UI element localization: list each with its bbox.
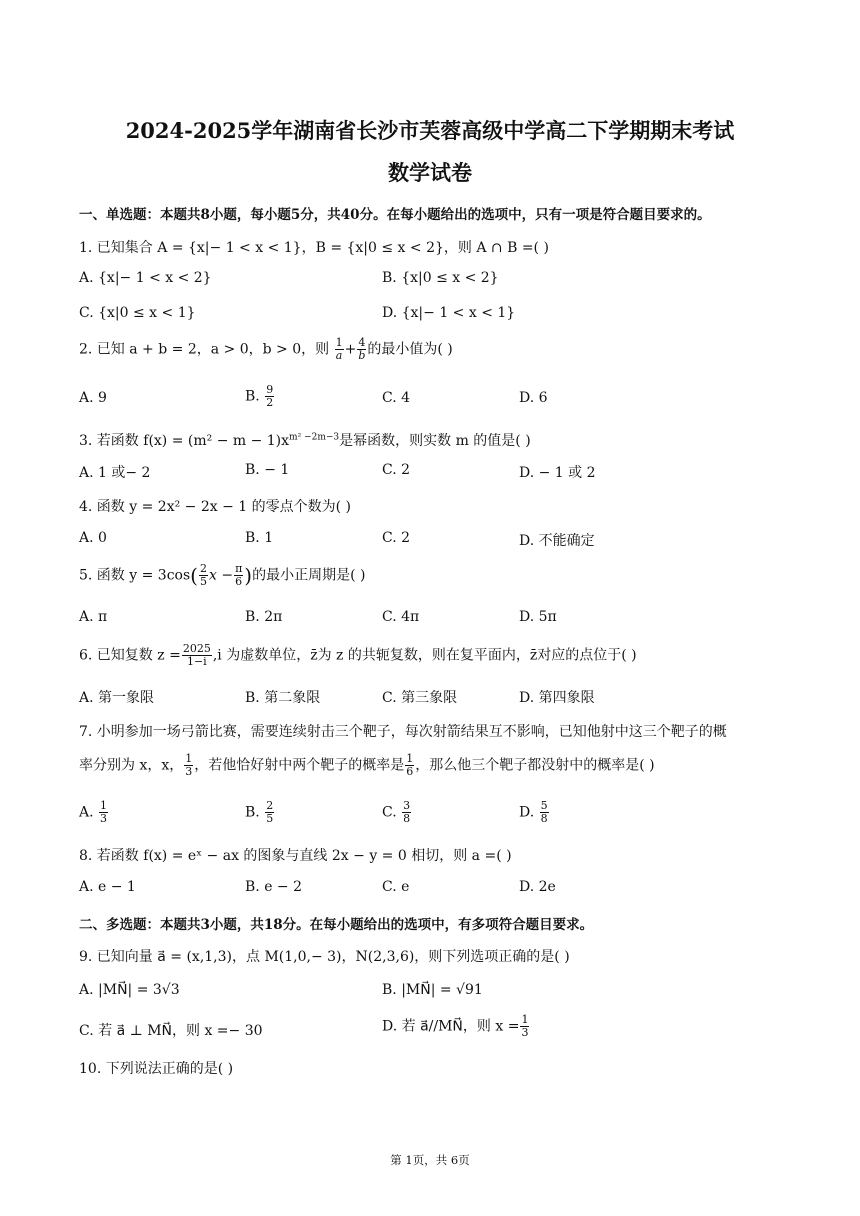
q9-option-a: A. |MN⃗| = 3√3 [79,982,180,998]
q4-option-c: C. 2 [382,530,411,546]
section-single-choice: 一、单选题：本题共8小题，每小题5分，共40分。在每小题给出的选项中，只有一项是符合题目要求的。 [79,207,711,223]
q1-option-b: B. {x|0 ≤ x < 2} [382,270,499,286]
q3-option-b: B. − 1 [245,462,290,478]
question-5: 5. 函数 y = 3cos( $\frac{2}{5}$ x − $\frac{\pi}{6}$ )的最小正周期是( ) [79,562,366,588]
q8-option-c: C. e [382,879,410,895]
q8-option-b: B. e − 2 [245,879,303,895]
q4-option-a: A. 0 [79,530,107,546]
exam-title: 2024-2025学年湖南省长沙市芙蓉高级中学高二下学期期末考试 [125,118,735,143]
q6-option-d: D. 第四象限 [519,690,595,706]
q2-fraction-2: $\frac{4}{b}$ [358,336,366,362]
q7-option-b: B. $\frac{2}{5}$ [245,799,274,825]
question-10: 10. 下列说法正确的是( ) [79,1061,234,1077]
section-multiple-choice: 二、多选题：本题共3小题，共18分。在每小题给出的选项中，有多项符合题目要求。 [79,917,594,933]
q4-option-d: D. 不能确定 [519,533,595,549]
q7-option-c: C. $\frac{3}{8}$ [382,799,411,825]
q3-option-d: D. − 1 或 2 [519,465,596,481]
q5-option-a: A. π [79,609,108,625]
q2-option-c: C. 4 [382,390,411,406]
question-9: 9. 已知向量 a⃗ = (x,1,3)，点 M(1,0,− 3)，N(2,3,6)，则下列选项正确的是( ) [79,949,570,965]
exam-subtitle: 数学试卷 [388,160,472,185]
q1-option-a: A. {x|− 1 < x < 2} [79,270,212,286]
q3-exponent: m² −2m−3 [289,432,340,443]
q2-option-b: B. $\frac{9}{2}$ [245,383,274,409]
q9-option-d: D. 若 a⃗//MN⃗，则 x = $\frac{1}{3}$ [382,1013,529,1039]
q9-option-b: B. |MN⃗| = √91 [382,982,483,998]
q1-option-c: C. {x|0 ≤ x < 1} [79,305,196,321]
q2-stem-post: 的最小值为( ) [367,341,453,358]
question-2 [79,337,453,362]
q4-option-b: B. 1 [245,530,274,546]
q7-option-a: A. $\frac{1}{3}$ [79,799,108,825]
question-3: 3. 若函数 $f(x) = (m^2 - m - 1)x^{m^2 -2m-3}$是幂函数，则实数 m 的值是( ) [79,432,531,449]
q6-option-a: A. 第一象限 [79,690,155,706]
q9-option-c: C. 若 a⃗ ⊥ MN⃗，则 x =− 30 [79,1023,263,1039]
q5-option-d: D. 5π [519,609,557,625]
q6-option-b: B. 第二象限 [245,690,321,706]
q2-plus: + [344,341,357,358]
q5-option-c: C. 4π [382,609,420,625]
q3-option-a: A. 1 或− 2 [79,465,151,481]
q1-option-d: D. {x|− 1 < x < 1} [382,305,516,321]
q2-option-a: A. 9 [79,390,107,406]
q6-option-c: C. 第三象限 [382,690,458,706]
q2-option-d: D. 6 [519,390,548,406]
question-6: 6. 已知复数 z = $\frac{2025}{1-i}$ ,i 为虚数单位，z̄为 z 的共轭复数，则在复平面内，z̄对应的点位于( ) [79,642,637,668]
q2-stem-pre: 2. 已知 a + b = 2，a > 0，b > 0，则 [79,341,330,358]
q2-fraction-1: $\frac{1}{a}$ [335,336,343,362]
question-1: 1. 已知集合 A = {x|− 1 < x < 1}，B = {x|0 ≤ x < 2}，则 A ∩ B =( ) [79,240,549,256]
question-7-line-1: 7. 小明参加一场弓箭比赛，需要连续射击三个靶子，每次射箭结果互不影响，已知他射中这三个靶子的概 [79,724,727,740]
q3-option-c: C. 2 [382,462,411,478]
q5-option-b: B. 2π [245,609,283,625]
q7-option-d: D. $\frac{5}{8}$ [519,799,548,825]
question-7-line-2: 率分别为 x，x， $\frac{1}{3}$ ，若他恰好射中两个靶子的概率是 $\frac{1}{6}$ ，那么他三个靶子都没射中的概率是( ) [79,752,655,778]
q8-option-d: D. 2e [519,879,556,895]
question-8: 8. 若函数 f(x) = eˣ − ax 的图象与直线 2x − y = 0 相切，则 a =( ) [79,848,512,864]
question-4: 4. 函数 y = 2x² − 2x − 1 的零点个数为( ) [79,499,352,515]
page-footer: 第 1页，共 6页 [390,1153,470,1167]
q8-option-a: A. e − 1 [79,879,136,895]
